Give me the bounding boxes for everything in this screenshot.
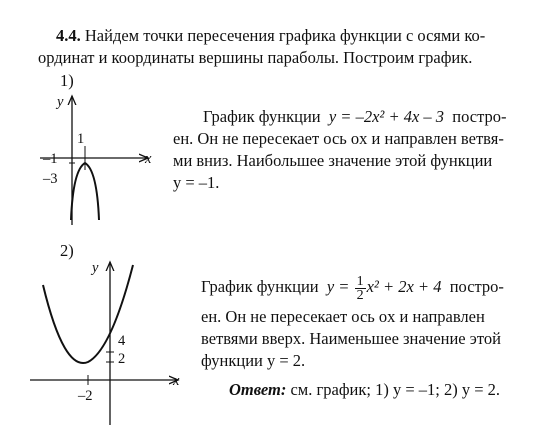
part2-frac-num: 1 bbox=[356, 273, 364, 289]
graph2-tick-label-minus2: –2 bbox=[78, 388, 93, 404]
part2-label: 2) bbox=[60, 241, 74, 260]
answer-label: Ответ: bbox=[229, 380, 287, 399]
graph2-tick-label-2: 2 bbox=[118, 351, 126, 367]
part1-text-line-3: ми вниз. Наибольшее значение этой функции bbox=[173, 151, 493, 170]
graph1-tick-label-minus1: –1 bbox=[43, 151, 58, 167]
part2-frac-den: 2 bbox=[356, 287, 364, 303]
graph1-y-label: y bbox=[57, 94, 64, 110]
part2-formula-y: y = bbox=[326, 277, 350, 296]
part1-formula: y = –2x² + 4x – 3 bbox=[328, 107, 445, 126]
graph1-tick-label-minus3: –3 bbox=[43, 171, 58, 187]
answer-line bbox=[229, 379, 500, 401]
graph1-tick-label-1: 1 bbox=[77, 131, 85, 147]
part1-text-line-2: ен. Он не пересекает ось ox и направлен ветвя- bbox=[173, 129, 504, 148]
part1-intro: График функции bbox=[203, 107, 321, 126]
part1-label: 1) bbox=[60, 71, 74, 90]
part2-intro: График функции bbox=[201, 277, 319, 296]
part2-text-line-4: функции y = 2. bbox=[201, 351, 306, 370]
graph2-y-label: y bbox=[92, 260, 99, 276]
part2-text-line-1 bbox=[201, 272, 504, 302]
graph1-x-label: x bbox=[145, 151, 152, 167]
part2-text-line-2: ен. Он не пересекает ось ox и направлен bbox=[201, 307, 485, 326]
graph2-x-label: x bbox=[173, 373, 180, 389]
problem-number: 4.4. bbox=[56, 26, 81, 45]
problem-text-2: ординат и координаты вершины параболы. Построим график. bbox=[38, 48, 473, 67]
part2-formula-rest: x² + 2x + 4 bbox=[366, 277, 442, 296]
part2-line1-rest: постро- bbox=[449, 277, 504, 296]
part1-line1-rest: постро- bbox=[452, 107, 507, 126]
graph1-parabola bbox=[71, 163, 99, 220]
part2-fraction bbox=[355, 275, 366, 302]
problem-text-1: Найдем точки пересечения графика функции с осями ко- bbox=[84, 26, 486, 45]
part2-text-line-3: ветвями вверх. Наименьшее значение этой bbox=[201, 329, 501, 348]
answer-text: см. график; 1) y = –1; 2) y = 2. bbox=[290, 380, 501, 399]
graph2-tick-label-4: 4 bbox=[118, 333, 126, 349]
part1-text-line-1 bbox=[203, 106, 507, 128]
part1-text-line-4: y = –1. bbox=[173, 173, 220, 192]
